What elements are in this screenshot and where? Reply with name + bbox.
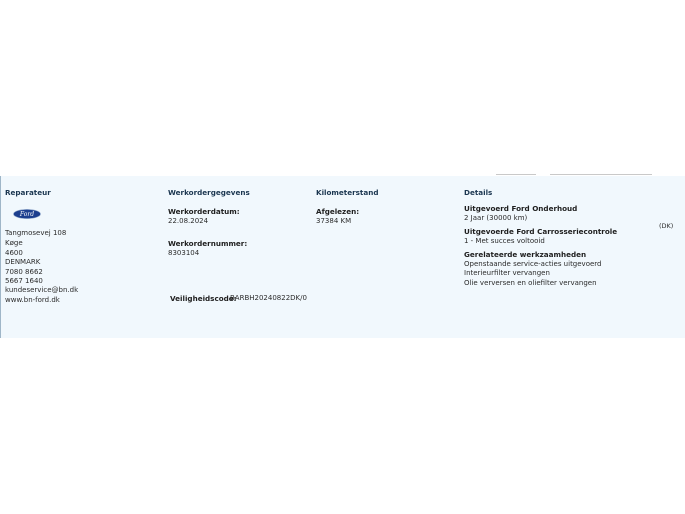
fax-number: 5667 1640 <box>5 277 43 285</box>
divider-line <box>496 174 536 175</box>
related-work-item: Interieurfilter vervangen <box>464 269 550 277</box>
work-order-number-label: Werkordernummer: <box>168 239 248 248</box>
email-address: kundeservice@bn.dk <box>5 286 79 294</box>
security-code-value: BARBH20240822DK/0 <box>230 294 307 302</box>
ford-logo-icon <box>13 209 41 219</box>
address-city: Køge <box>5 239 23 247</box>
work-order-date-value: 22.08.2024 <box>168 217 209 225</box>
mileage-heading: Kilometerstand <box>316 188 379 197</box>
body-check-label: Uitgevoerde Ford Carrosseriecontrole <box>464 227 618 236</box>
divider-line <box>550 174 652 175</box>
service-value: 2 Jaar (30000 km) <box>464 214 528 222</box>
work-order-number-value: 8303104 <box>168 249 200 257</box>
repairer-heading: Reparateur <box>5 188 51 197</box>
security-code-label: Veiligheidscode: <box>170 294 237 303</box>
mileage-read-value: 37384 KM <box>316 217 352 225</box>
related-work-item: Openstaande service-acties uitgevoerd <box>464 260 602 268</box>
svg-text:Ford: Ford <box>19 211 35 218</box>
details-heading: Details <box>464 188 493 197</box>
work-order-date-label: Werkorderdatum: <box>168 207 240 216</box>
body-check-value: 1 - Met succes voltooid <box>464 237 545 245</box>
mileage-read-label: Afgelezen: <box>316 207 360 216</box>
service-label: Uitgevoerd Ford Onderhoud <box>464 204 578 213</box>
website-url: www.bn-ford.dk <box>5 296 60 304</box>
related-work-item: Olie verversen en oliefilter vervangen <box>464 279 597 287</box>
work-order-heading: Werkordergegevens <box>168 188 250 197</box>
service-record-panel <box>0 176 685 338</box>
address-country: DENMARK <box>5 258 41 266</box>
related-work-label: Gerelateerde werkzaamheden <box>464 250 587 259</box>
country-tag: (DK) <box>659 222 674 230</box>
phone-number: 7080 8662 <box>5 268 43 276</box>
address-street: Tangmosevej 108 <box>5 229 67 237</box>
address-postcode: 4600 <box>5 249 23 257</box>
